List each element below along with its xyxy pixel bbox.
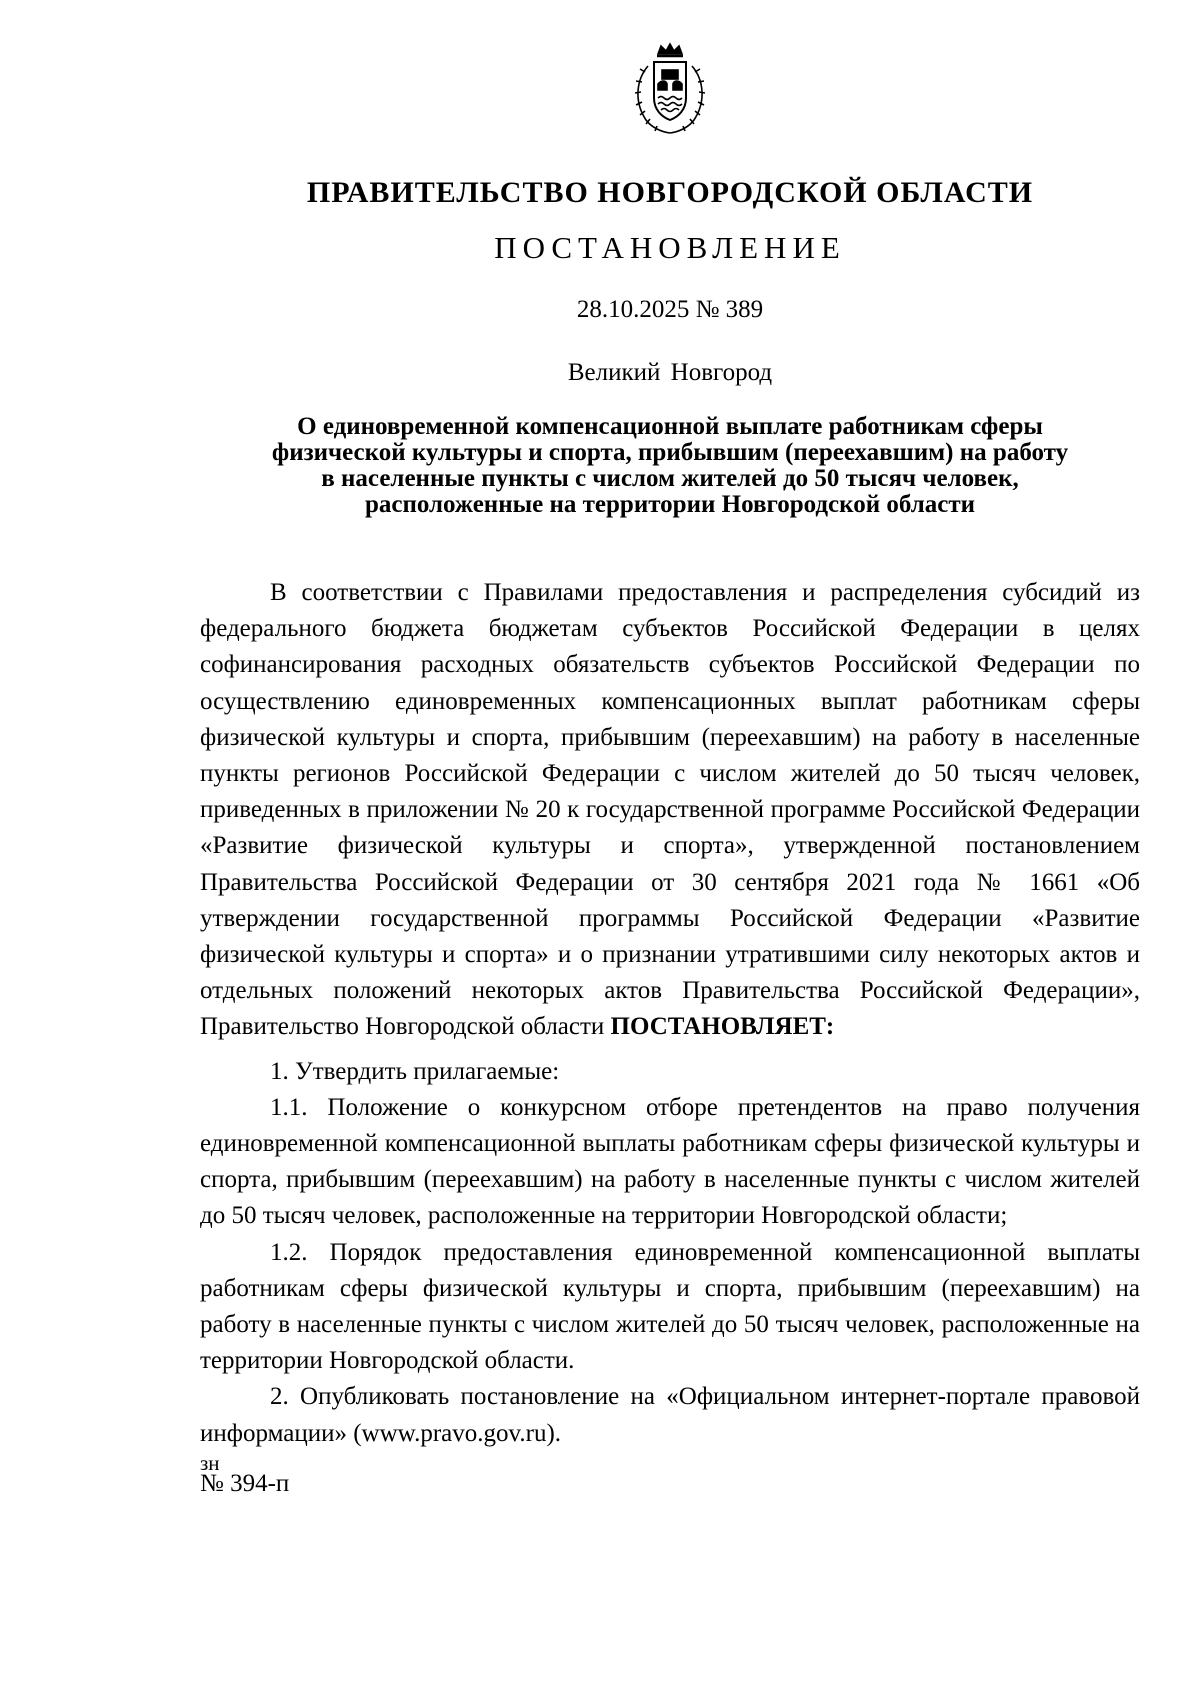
- title-line: О единовременной компенсационной выплате работникам сферы: [297, 413, 1043, 440]
- document-title: [200, 414, 1140, 518]
- preamble-text: В соответствии с Правилами предоставления и распределения субсидий из федерального бюджета бюджетам субъектов Российской Федерации в целях софинансирования расходных обязательств субъектов Российской Федерации по осуществлению единовременных компенсационных выплат работникам сферы физической культуры и спорта, прибывшим (переехавшим) на работу в населенные пункты регионов Российской Федерации с числом жителей до 50 тысяч человек, приведенных в приложении № 20 к государственной программе Российской Федерации «Развитие физической культуры и спорта», утвержденной постановлением Правительства Российской Федерации от 30 сентября 2021 года № 1661 «Об утверждении государственной программы Российской Федерации «Развитие физической культуры и спорта» и о признании утратившими силу некоторых актов и отдельных положений некоторых актов Правительства Российской Федерации», Правительство Новгородской области: [200, 579, 1140, 1041]
- title-line: расположенные на территории Новгородской области: [364, 491, 976, 518]
- footer-block: [200, 1451, 290, 1497]
- title-line: физической культуры и спорта, прибывшим (переехавшим) на работу: [271, 439, 1069, 466]
- registration-number: № 394-п: [200, 1470, 290, 1497]
- city: Великий Новгород: [567, 359, 773, 386]
- item-1-1: 1.1. Положение о конкурсном отборе претендентов на право получения единовременной компенсационной выплаты работникам сферы физической культуры и спорта, прибывшим (переехавшим) на работу в населенные пункты с числом жителей до 50 тысяч человек, расположенные на территории Новгородской области;: [200, 1093, 1140, 1230]
- title-line: в населенные пункты с числом жителей до 50 тысяч человек,: [321, 465, 1019, 492]
- resolves-word: ПОСТАНОВЛЯЕТ:: [610, 1013, 835, 1041]
- coat-of-arms-icon: [628, 40, 712, 138]
- preamble-paragraph: [200, 575, 1140, 1046]
- executor-initials: зн: [200, 1451, 220, 1475]
- document-body: [200, 575, 1140, 1452]
- government-name: ПРАВИТЕЛЬСТВО НОВГОРОДСКОЙ ОБЛАСТИ: [306, 176, 1034, 209]
- item-1-2: 1.2. Порядок предоставления единовременной компенсационной выплаты работникам сферы физической культуры и спорта, прибывшим (переехавшим) на работу в населенные пункты с числом жителей до 50 тысяч человек, расположенные на территории Новгородской области.: [200, 1238, 1140, 1375]
- item-1: 1. Утвердить прилагаемые:: [270, 1057, 560, 1085]
- date-number: 28.10.2025 № 389: [576, 296, 764, 323]
- document-type: ПОСТАНОВЛЕНИЕ: [494, 230, 846, 265]
- item-2: 2. Опубликовать постановление на «Официальном интернет-портале правовой информации» (www.pravo.gov.ru).: [200, 1383, 1140, 1447]
